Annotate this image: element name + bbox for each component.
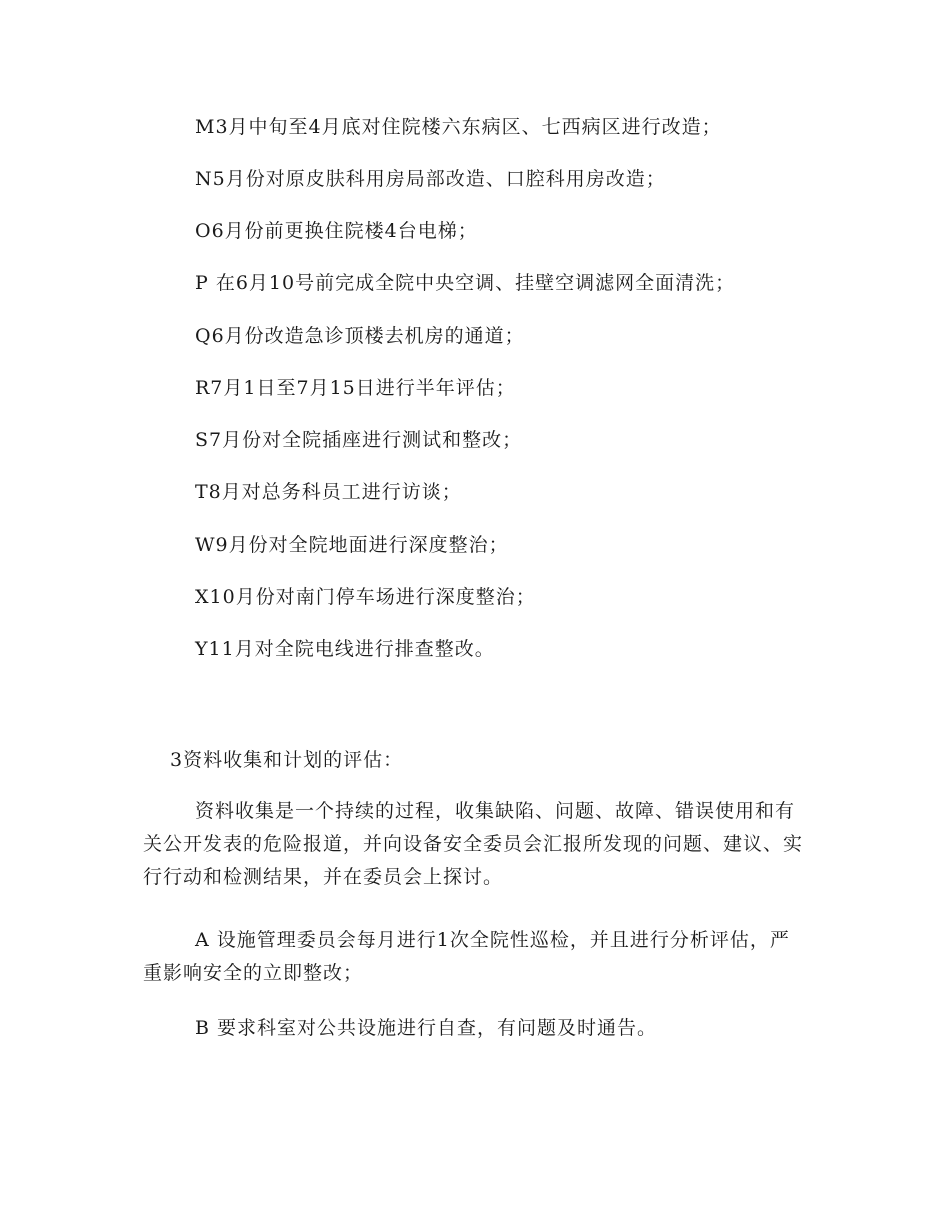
plan-item-m: M3月中旬至4月底对住院楼六东病区、七西病区进行改造； — [195, 116, 722, 138]
plan-item-n: N5月份对原皮肤科用房局部改造、口腔科用房改造； — [195, 168, 666, 190]
point-a-paragraph: A 设施管理委员会每月进行1次全院性巡检，并且进行分析评估，严重影响安全的立即整改； — [143, 929, 790, 984]
plan-item-q: Q6月份改造急诊顶楼去机房的通道； — [195, 325, 525, 347]
plan-item-t: T8月对总务科员工进行访谈； — [195, 481, 462, 503]
plan-item-o: O6月份前更换住院楼4台电梯； — [195, 220, 478, 242]
plan-item-p: P 在6月10号前完成全院中央空调、挂壁空调滤网全面清洗； — [195, 272, 736, 294]
plan-item-x: X10月份对南门停车场进行深度整治； — [195, 586, 536, 608]
intro-paragraph: 资料收集是一个持续的过程，收集缺陷、问题、故障、错误使用和有关公开发表的危险报道，并向设备安全委员会汇报所发现的问题、建议、实行行动和检测结果，并在委员会上探讨。 — [143, 800, 804, 888]
plan-item-w: W9月份对全院地面进行深度整治； — [195, 534, 509, 556]
point-b-paragraph: B 要求科室对公共设施进行自查，有问题及时通告。 — [195, 1017, 658, 1039]
plan-item-r: R7月1日至7月15日进行半年评估； — [195, 377, 516, 399]
section-heading: 3资料收集和计划的评估： — [170, 749, 404, 771]
plan-item-s: S7月份对全院插座进行测试和整改； — [195, 429, 523, 451]
plan-item-y: Y11月对全院电线进行排查整改。 — [195, 638, 495, 660]
